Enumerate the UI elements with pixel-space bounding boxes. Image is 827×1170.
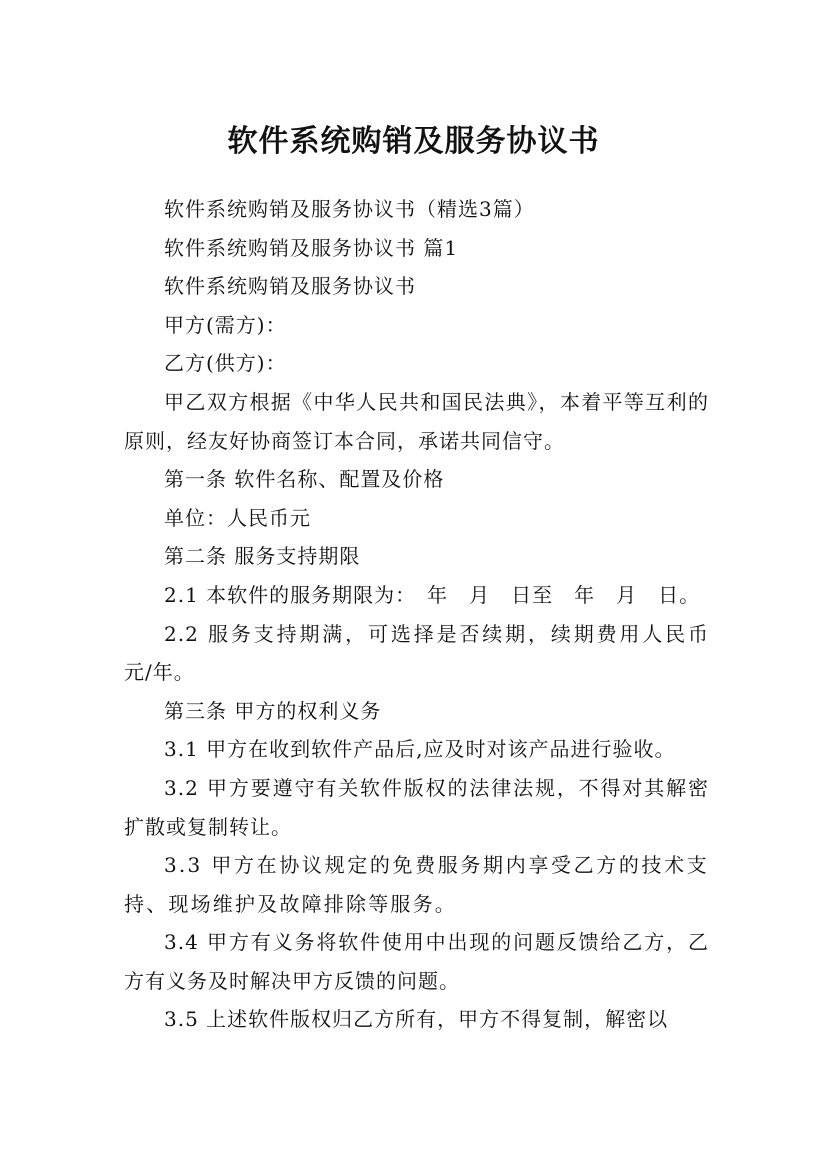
paragraph-article-1: 第一条 软件名称、配置及价格 — [164, 467, 445, 492]
paragraph-currency-unit: 单位：人民币元 — [164, 505, 311, 530]
paragraph-clause-2-1: 2.1 本软件的服务期限为： 年 月 日至 年 月 日。 — [164, 582, 701, 607]
paragraph-clause-3-5: 3.5 上述软件版权归乙方所有，甲方不得复制，解密以 — [164, 1007, 669, 1032]
paragraph-clause-3-2: 3.2 甲方要遵守有关软件版权的法律法规，不得对其解密扩散或复制转让。 — [124, 775, 709, 839]
paragraph-clause-2-2: 2.2 服务支持期满，可选择是否续期，续期费用人民币 元/年。 — [124, 621, 751, 685]
paragraph-subtitle: 软件系统购销及服务协议书（精选3篇） — [164, 197, 535, 221]
paragraph-agreement-name: 软件系统购销及服务协议书 — [164, 274, 416, 299]
paragraph-preamble: 甲乙双方根据《中华人民共和国民法典》，本着平等互利的原则，经友好协商签订本合同，承诺共同信守。 — [124, 389, 709, 453]
paragraph-party-b: 乙方(供方)： — [164, 351, 287, 376]
paragraph-party-a: 甲方(需方)： — [164, 312, 287, 337]
paragraph-article-2: 第二条 服务支持期限 — [164, 544, 361, 569]
paragraph-clause-3-1: 3.1 甲方在收到软件产品后,应及时对该产品进行验收。 — [164, 737, 676, 762]
paragraph-section-heading: 软件系统购销及服务协议书 篇1 — [164, 235, 459, 260]
document-body — [124, 190, 751, 1039]
paragraph-article-3: 第三条 甲方的权利义务 — [164, 698, 382, 723]
paragraph-clause-3-3: 3.3 甲方在协议规定的免费服务期内享受乙方的技术支持、现场维护及故障排除等服务。 — [124, 853, 709, 916]
paragraph-clause-3-4: 3.4 甲方有义务将软件使用中出现的问题反馈给乙方，乙方有义务及时解决甲方反馈的问题。 — [124, 930, 709, 993]
document-title: 软件系统购销及服务协议书 — [227, 124, 600, 160]
